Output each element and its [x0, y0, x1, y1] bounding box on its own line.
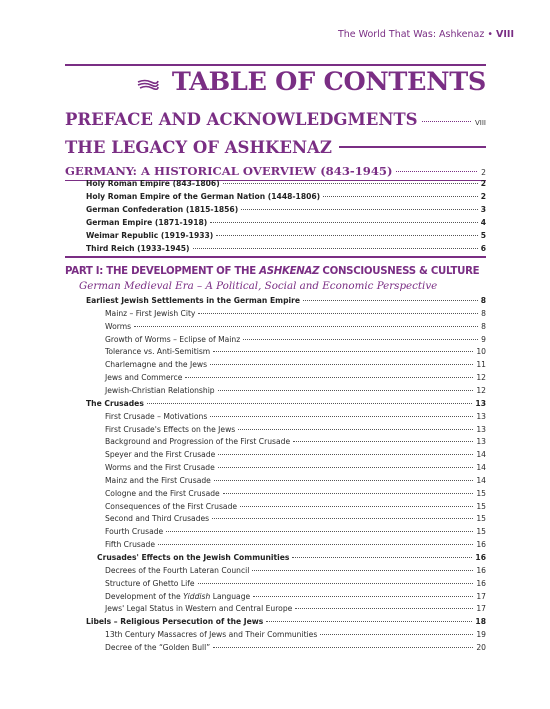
toc-entry-page: 14 [476, 475, 486, 485]
toc-entry-label: Jews and Commerce [105, 373, 183, 383]
preface-entry[interactable] [65, 110, 486, 129]
toc-entry[interactable] [105, 386, 486, 396]
leader-dots [193, 248, 478, 249]
leader-dots [214, 480, 473, 481]
toc-entry-label: Decree of the “Golden Bull” [105, 642, 211, 652]
toc-entry[interactable] [105, 309, 486, 319]
toc-entry-label: Third Reich (1933-1945) [86, 244, 190, 253]
toc-entry-label: Growth of Worms – Eclipse of Mainz [105, 334, 241, 344]
toc-entry[interactable] [105, 412, 486, 422]
toc-entry[interactable] [105, 450, 486, 460]
toc-entry[interactable] [105, 502, 486, 512]
toc-entry-label [105, 592, 250, 602]
toc-entry-label-part: Development of the [105, 591, 184, 601]
toc-entry[interactable] [105, 514, 486, 524]
toc-entry[interactable] [105, 360, 486, 370]
toc-entry-page: 13 [476, 411, 486, 421]
toc-entry[interactable] [105, 540, 486, 550]
toc-entry[interactable] [86, 399, 486, 409]
leader-dots [223, 493, 474, 494]
toc-entry[interactable] [105, 604, 486, 614]
leader-dots [295, 608, 473, 609]
toc-entry-label: Background and Progression of the First Crusade [105, 437, 291, 447]
toc-entry-page: 8 [481, 321, 486, 331]
toc-entry[interactable] [86, 205, 486, 215]
toc-entry-label: Holy Roman Empire (843-1806) [86, 179, 220, 188]
toc-title [137, 67, 486, 97]
toc-entry-label: Worms [105, 321, 132, 331]
toc-entry-label: The Crusades [86, 398, 144, 408]
germany-page: 2 [481, 168, 486, 177]
leader-dots [218, 467, 474, 468]
toc-entry-label: Libels – Religious Persecution of the Jews [86, 617, 264, 627]
toc-entry[interactable] [86, 179, 486, 189]
toc-entry[interactable] [105, 463, 486, 473]
toc-entry[interactable] [86, 218, 486, 228]
toc-entry-page: 8 [480, 296, 486, 305]
toc-entry-page: 12 [476, 385, 486, 395]
toc-entry-page: 12 [476, 373, 486, 383]
toc-entry-label: Fourth Crusade [105, 527, 164, 537]
toc-entry-label: Earliest Jewish Settlements in the German Empire [86, 296, 300, 305]
leader-dots [198, 583, 474, 584]
toc-entry-page: 15 [476, 514, 486, 524]
toc-entry[interactable] [105, 322, 486, 332]
running-header [338, 29, 514, 40]
toc-entry-page: 8 [481, 308, 486, 318]
part1-title-italic: ASHKENAZ [259, 266, 320, 277]
part1-subtitle: German Medieval Era – A Political, Social and Economic Perspective [79, 280, 438, 292]
toc-entry-page: 6 [480, 244, 486, 253]
toc-entry-page: 17 [476, 604, 486, 614]
toc-entry-page: 2 [480, 192, 486, 201]
toc-entry[interactable] [105, 592, 486, 602]
leader-dots [213, 647, 473, 648]
page-number: VIII [496, 29, 514, 40]
germany-entry[interactable] [65, 164, 486, 178]
toc-entry-page: 18 [475, 617, 486, 627]
leader-dots [134, 326, 478, 327]
toc-entry-label: Tolerance vs. Anti-Semitism [105, 347, 211, 357]
toc-entry-label: Jewish-Christian Relationship [105, 385, 215, 395]
leader-dots [213, 351, 473, 352]
toc-entry-label: Holy Roman Empire of the German Nation (1448-1806) [86, 192, 321, 201]
toc-entry-page: 4 [480, 218, 486, 227]
toc-entry-label: First Crusade – Motivations [105, 411, 208, 421]
toc-entry-page: 13 [476, 437, 486, 447]
toc-entry-label: Mainz and the First Crusade [105, 475, 211, 485]
legacy-label: THE LEGACY OF ASHKENAZ [65, 138, 332, 157]
leader-dots [303, 300, 478, 301]
leader-dots [422, 121, 471, 122]
book-title: The World That Was: Ashkenaz [337, 29, 485, 40]
leader-dots [241, 209, 478, 210]
leader-dots [320, 634, 473, 635]
leader-dots [293, 441, 473, 442]
toc-entry-page: 3 [480, 205, 486, 214]
toc-entry-page: 20 [476, 642, 486, 652]
toc-entry-page: 2 [480, 179, 486, 188]
leader-dots [240, 506, 473, 507]
toc-entry-page: 14 [476, 463, 486, 473]
toc-entry-label: Crusades' Effects on the Jewish Communities [97, 553, 290, 562]
toc-entry-label-italic: Yiddish [183, 591, 211, 601]
leader-dots [212, 518, 473, 519]
leader-dots [252, 570, 473, 571]
toc-entry-label: German Empire (1871-1918) [86, 218, 208, 227]
toc-entry[interactable] [86, 231, 486, 241]
leader-dots [210, 222, 477, 223]
leader-dots [216, 235, 477, 236]
toc-entry-page: 10 [476, 347, 486, 357]
toc-entry-label: Speyer and the First Crusade [105, 450, 216, 460]
leader-dots [185, 377, 473, 378]
toc-entry-page: 16 [476, 540, 486, 550]
toc-entry-page: 15 [476, 501, 486, 511]
part1-title [65, 266, 479, 277]
toc-entry-page: 16 [476, 578, 486, 588]
leader-dots [266, 621, 472, 622]
top-rule [65, 64, 486, 66]
toc-entry[interactable] [86, 296, 486, 306]
leader-dots [223, 183, 478, 184]
toc-entry[interactable] [105, 425, 486, 435]
toc-entry[interactable] [105, 579, 486, 589]
toc-entry-label: Fifth Crusade [105, 540, 156, 550]
toc-entry[interactable] [86, 244, 486, 254]
toc-entry-label: Jews' Legal Status in Western and Central Europe [105, 604, 293, 614]
toc-entry-label: Worms and the First Crusade [105, 463, 215, 473]
germany-label: GERMANY: A HISTORICAL OVERVIEW (843-1945) [65, 164, 393, 178]
leader-dots [210, 364, 473, 365]
toc-entry-page: 19 [476, 630, 486, 640]
leader-dots [147, 403, 473, 404]
toc-entry-page: 17 [476, 591, 486, 601]
toc-entry[interactable] [105, 630, 486, 640]
toc-entry-label: Cologne and the First Crusade [105, 488, 220, 498]
toc-entry-page: 14 [476, 450, 486, 460]
toc-entry-label: Weimar Republic (1919-1933) [86, 231, 214, 240]
toc-entry[interactable] [105, 489, 486, 499]
toc-entry-page: 15 [476, 527, 486, 537]
toc-entry-label: Second and Third Crusades [105, 514, 210, 524]
leader-dots [253, 596, 473, 597]
leader-dots [198, 313, 478, 314]
toc-title-text: TABLE OF CONTENTS [171, 67, 486, 97]
leader-dots [218, 390, 474, 391]
part1-title-suffix: CONSCIOUSNESS & CULTURE [319, 266, 480, 277]
toc-entry-page: 13 [476, 424, 486, 434]
preface-label: PREFACE AND ACKNOWLEDGMENTS [65, 110, 418, 129]
toc-entry[interactable] [105, 643, 486, 653]
toc-entry-page: 11 [476, 360, 486, 370]
toc-entry[interactable] [105, 335, 486, 345]
toc-entry[interactable] [105, 476, 486, 486]
toc-entry-page: 13 [475, 398, 486, 408]
toc-entry-page: 15 [476, 488, 486, 498]
toc-entry-label: Structure of Ghetto Life [105, 578, 195, 588]
toc-entry-label: Mainz – First Jewish City [105, 308, 196, 318]
toc-entry-label-part: Language [210, 591, 251, 601]
toc-entry[interactable] [86, 192, 486, 202]
leader-dots [243, 339, 478, 340]
toc-entry-label: 13th Century Massacres of Jews and Their Communities [105, 630, 318, 640]
part1-title-prefix: PART I: THE DEVELOPMENT OF THE [65, 266, 260, 277]
toc-entry[interactable] [86, 617, 486, 627]
leader-dots [396, 171, 477, 172]
toc-entry-label: Consequences of the First Crusade [105, 501, 238, 511]
legacy-heading [65, 138, 486, 157]
header-separator: • [487, 29, 493, 40]
toc-entry[interactable] [97, 553, 486, 563]
leader-dots [238, 429, 473, 430]
toc-entry[interactable] [105, 437, 486, 447]
part-rule [65, 256, 486, 258]
preface-page: VIII [475, 119, 486, 127]
toc-entry-label: Decrees of the Fourth Lateran Council [105, 565, 250, 575]
toc-entry-page: 9 [481, 334, 486, 344]
leader-dots [218, 454, 473, 455]
leader-dots [323, 196, 478, 197]
leader-dots [166, 531, 473, 532]
toc-entry[interactable] [105, 373, 486, 383]
scroll-ornament-icon [137, 71, 166, 96]
leader-dots [210, 416, 473, 417]
leader-dots [158, 544, 473, 545]
toc-entry-label: First Crusade's Effects on the Jews [105, 424, 236, 434]
legacy-rule [339, 146, 486, 148]
toc-entry[interactable] [105, 347, 486, 357]
toc-entry-label: Charlemagne and the Jews [105, 360, 208, 370]
toc-entry-label: German Confederation (1815-1856) [86, 205, 239, 214]
toc-entry[interactable] [105, 527, 486, 537]
toc-entry-page: 5 [480, 231, 486, 240]
toc-entry-page: 16 [475, 553, 486, 562]
toc-entry-page: 16 [476, 565, 486, 575]
toc-entry[interactable] [105, 566, 486, 576]
leader-dots [292, 557, 472, 558]
